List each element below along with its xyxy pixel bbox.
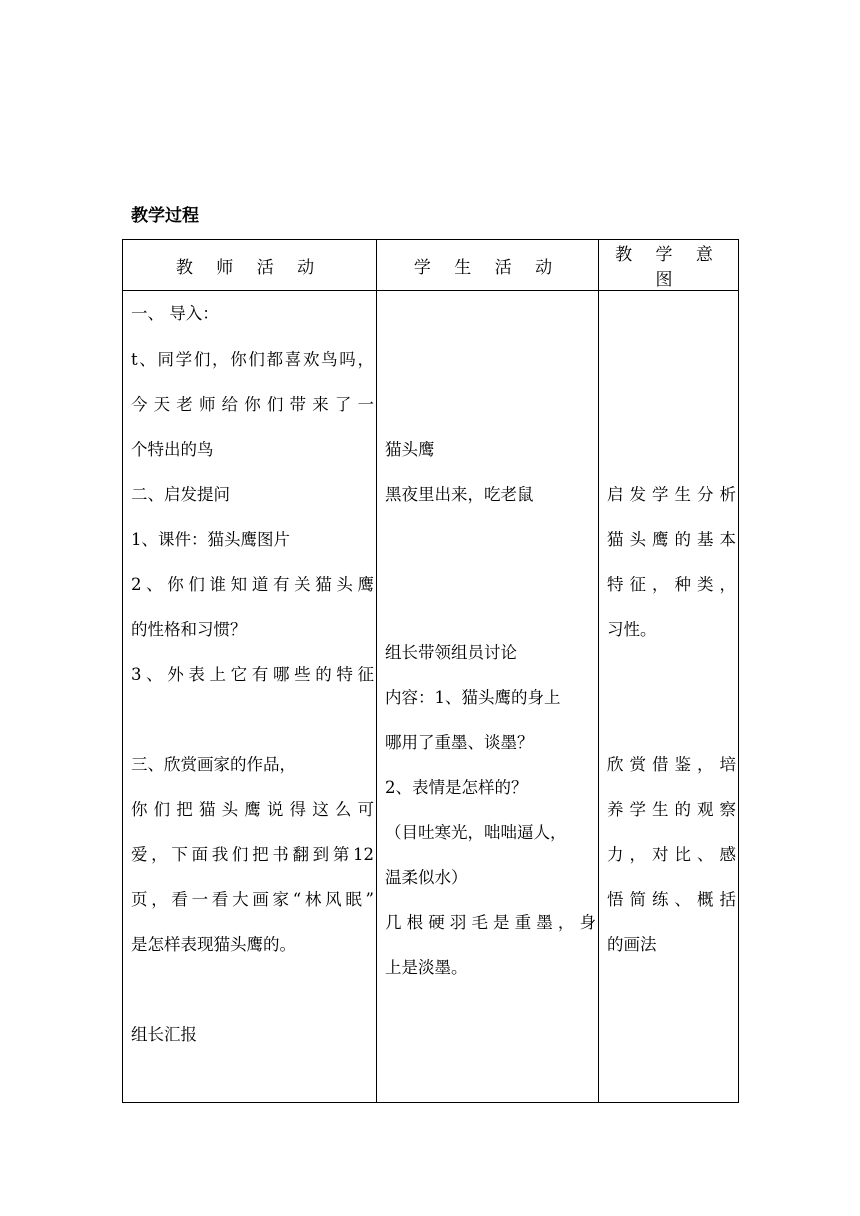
teaching-intent-cell xyxy=(599,291,739,1103)
student-line: 黑夜里出来，吃老鼠 xyxy=(385,485,534,504)
intent-line: 猫头鹰的基本 xyxy=(607,530,736,549)
student-line: 猫头鹰 xyxy=(385,440,435,459)
content-row xyxy=(123,291,739,1103)
intent-line: 悟简练、概括 xyxy=(607,890,736,909)
intent-line: 启发学生分析 xyxy=(607,485,736,504)
student-line: 上是淡墨。 xyxy=(385,958,468,977)
teacher-activity-cell xyxy=(123,291,377,1103)
intent-line: 习性。 xyxy=(607,620,657,639)
teacher-line: 2、你们谁知道有关猫头鹰 xyxy=(131,575,374,594)
teacher-line: 3、外表上它有哪些的特征 xyxy=(131,665,374,684)
teacher-line: 页，看一看大画家“林风眠” xyxy=(131,890,374,909)
intent-line: 欣赏借鉴，培 xyxy=(607,755,736,774)
header-teacher-activity: 教 师 活 动 xyxy=(123,240,377,291)
page-title: 教学过程 xyxy=(131,206,199,226)
teacher-line: 一、 导入： xyxy=(131,304,219,323)
lesson-table xyxy=(122,239,739,1103)
intent-line: 力，对比、感 xyxy=(607,845,736,864)
teacher-line: 爱，下面我们把书翻到第12 xyxy=(131,845,374,864)
teacher-line: 你们把猫头鹰说得这么可 xyxy=(131,800,374,819)
intent-line: 特征，种类， xyxy=(607,575,736,594)
student-activity-cell xyxy=(377,291,599,1103)
intent-line: 养学生的观察 xyxy=(607,800,736,819)
teacher-line: 二、启发提问 xyxy=(131,485,230,504)
teacher-line: 是怎样表现猫头鹰的。 xyxy=(131,935,296,954)
teacher-line: 个特出的鸟 xyxy=(131,440,214,459)
teacher-line: 1、课件：猫头鹰图片 xyxy=(131,530,290,549)
teacher-line: 组长汇报 xyxy=(131,1025,197,1044)
teacher-line: 今天老师给你们带来了一 xyxy=(131,395,374,414)
student-line: 哪用了重墨、谈墨？ xyxy=(385,733,534,752)
intent-line: 的画法 xyxy=(607,935,657,954)
student-line: 内容：1、猫头鹰的身上 xyxy=(385,688,561,707)
teacher-line: 的性格和习惯？ xyxy=(131,620,247,639)
teacher-line: 三、欣赏画家的作品， xyxy=(131,755,296,774)
student-line: （目吐寒光，咄咄逼人， xyxy=(385,823,567,842)
header-row xyxy=(123,240,739,291)
header-student-activity: 学 生 活 动 xyxy=(377,240,599,291)
header-teaching-intent: 教 学 意 图 xyxy=(599,240,739,291)
student-line: 几根硬羽毛是重墨，身 xyxy=(385,913,596,932)
teacher-line: t、同学们，你们都喜欢鸟吗， xyxy=(131,350,374,369)
student-line: 2、表情是怎样的？ xyxy=(385,778,528,797)
student-line: 温柔似水） xyxy=(385,868,468,887)
student-line: 组长带领组员讨论 xyxy=(385,643,517,662)
